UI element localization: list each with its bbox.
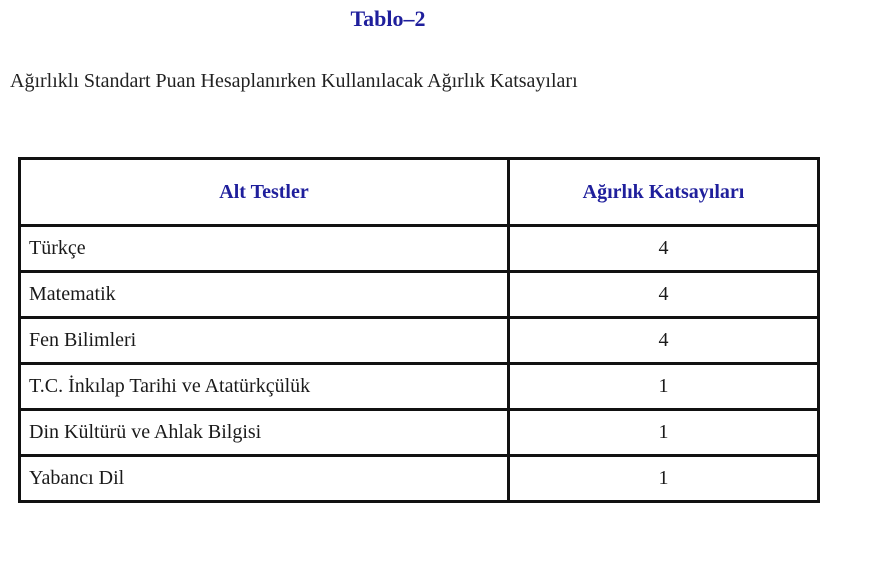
table-row <box>20 364 819 410</box>
table-row <box>20 318 819 364</box>
test-name-cell: T.C. İnkılap Tarihi ve Atatürkçülük <box>20 364 509 410</box>
table-caption: Ağırlıklı Standart Puan Hesaplanırken Kullanılacak Ağırlık Katsayıları <box>10 70 578 92</box>
weight-cell: 1 <box>509 410 819 456</box>
header-row <box>20 159 819 226</box>
weight-cell: 4 <box>509 318 819 364</box>
test-name-cell: Din Kültürü ve Ahlak Bilgisi <box>20 410 509 456</box>
table-row <box>20 410 819 456</box>
table-title: Tablo–2 <box>350 6 426 31</box>
weight-cell: 4 <box>509 272 819 318</box>
test-name-cell: Matematik <box>20 272 509 318</box>
weight-cell: 1 <box>509 364 819 410</box>
test-name-cell: Türkçe <box>20 226 509 272</box>
table-row <box>20 456 819 502</box>
weight-cell: 4 <box>509 226 819 272</box>
weights-table <box>18 157 820 503</box>
table-row <box>20 272 819 318</box>
table-row <box>20 226 819 272</box>
header-agirlik-katsayilari: Ağırlık Katsayıları <box>509 159 819 226</box>
weight-cell: 1 <box>509 456 819 502</box>
test-name-cell: Yabancı Dil <box>20 456 509 502</box>
test-name-cell: Fen Bilimleri <box>20 318 509 364</box>
header-alt-testler: Alt Testler <box>20 159 509 226</box>
